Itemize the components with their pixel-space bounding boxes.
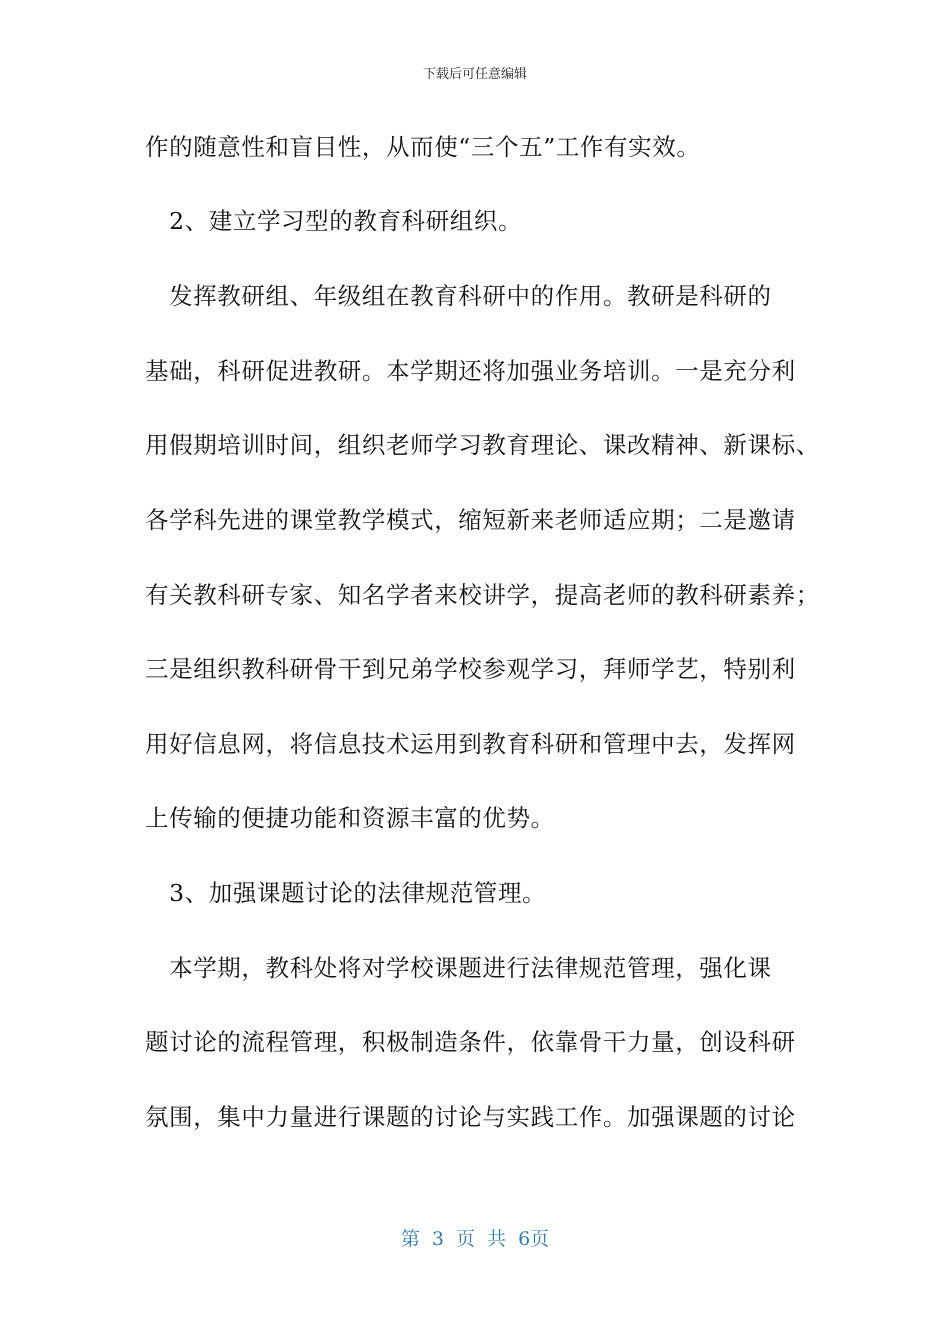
text-line: 用好信息网，将信息技术运用到教育科研和管理中去，发挥网 [145,730,796,758]
text-line: 本学期，教科处将对学校课题进行法律规范管理，强化课 [145,954,772,982]
text-line: 三是组织教科研骨干到兄弟学校参观学习，拜师学艺，特别利 [145,655,796,683]
page-number-footer: 第 3 页 共 6页 [400,1228,550,1250]
text-line: 用假期培训时间，组织老师学习教育理论、课改精神、新课标、 [145,431,820,459]
text-line: 3、加强课题讨论的法律规范管理。 [145,879,547,907]
text-line: 2、建立学习型的教育科研组织。 [145,207,523,235]
text-line: 上传输的便捷功能和资源丰富的优势。 [145,804,555,832]
text-line: 各学科先进的课堂教学模式，缩短新来老师适应期；二是邀请 [145,506,796,534]
text-line: 有关教科研专家、知名学者来校讲学，提高老师的教科研素养； [145,581,820,609]
text-line: 作的随意性和盲目性，从而使“三个五”工作有实效。 [145,133,701,161]
text-line: 发挥教研组、年级组在教育科研中的作用。教研是科研的 [145,282,772,310]
page-header: 下载后可任意编辑 [422,67,527,82]
text-line: 题讨论的流程管理，积极制造条件，依靠骨干力量，创设科研 [145,1028,796,1056]
text-line: 基础，科研促进教研。本学期还将加强业务培训。一是充分利 [145,357,796,385]
text-line: 氛围，集中力量进行课题的讨论与实践工作。加强课题的讨论 [145,1103,796,1131]
